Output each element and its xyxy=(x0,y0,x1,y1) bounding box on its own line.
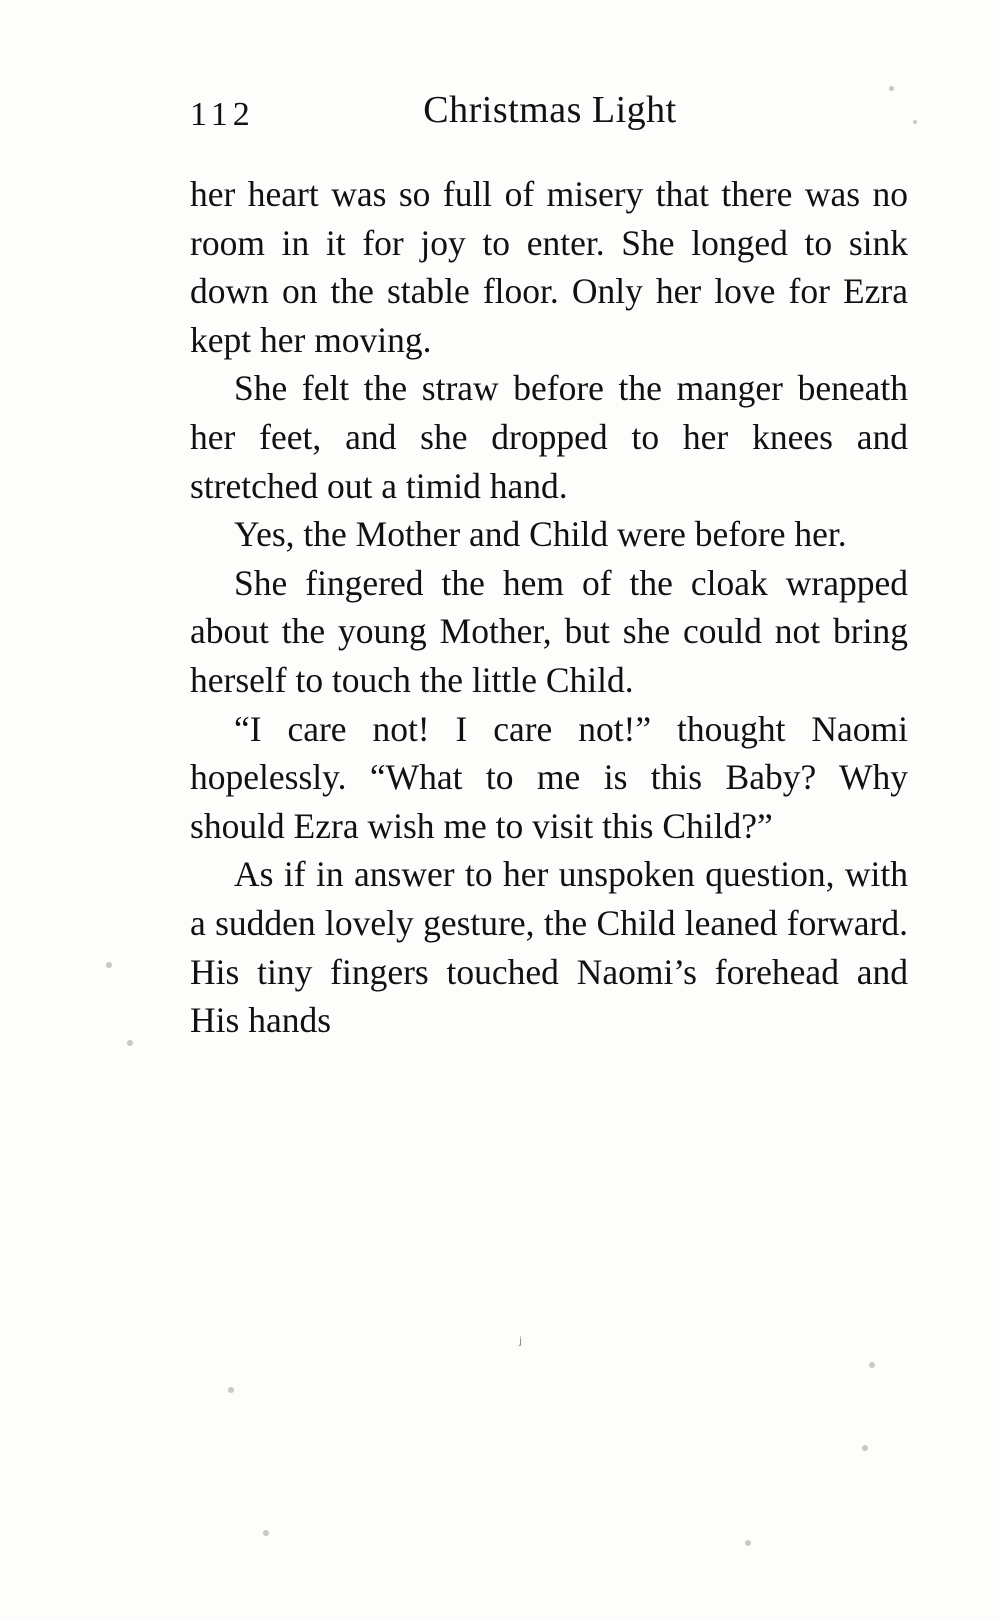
footer-mark: ⱼ xyxy=(519,1328,523,1348)
print-speck xyxy=(106,962,112,968)
paragraph: her heart was so full of misery that there was no room in it for joy to enter. She longed to sink down on the stable floor. Only her love for Ezra kept her moving. xyxy=(190,174,908,360)
print-speck xyxy=(913,120,917,124)
page-number: 112 xyxy=(190,96,255,133)
print-speck xyxy=(862,1445,868,1451)
body-text xyxy=(190,170,908,1045)
print-speck xyxy=(745,1540,751,1546)
paragraph: “I care not! I care not!” thought Naomi hopelessly. “What to me is this Baby? Why should Ezra wish me to visit this Child?” xyxy=(190,708,908,846)
print-speck xyxy=(869,1362,875,1368)
running-title: Christmas Light xyxy=(423,89,677,131)
paragraph: She felt the straw before the manger beneath her feet, and she dropped to her knees and stretched out a timid hand. xyxy=(190,368,908,506)
page-header xyxy=(190,88,910,146)
print-speck xyxy=(889,86,894,91)
paragraph: Yes, the Mother and Child were before her. xyxy=(234,514,847,555)
paragraph: She fingered the hem of the cloak wrapped about the young Mother, but she could not bring herself to touch the little Child. xyxy=(190,562,908,700)
print-speck xyxy=(127,1040,133,1046)
paragraph: As if in answer to her unspoken question, with a sudden lovely gesture, the Child leaned forward. His tiny fingers touched Naomi’s forehead and His hands xyxy=(190,854,908,1041)
print-speck xyxy=(228,1387,234,1393)
print-speck xyxy=(263,1530,269,1536)
